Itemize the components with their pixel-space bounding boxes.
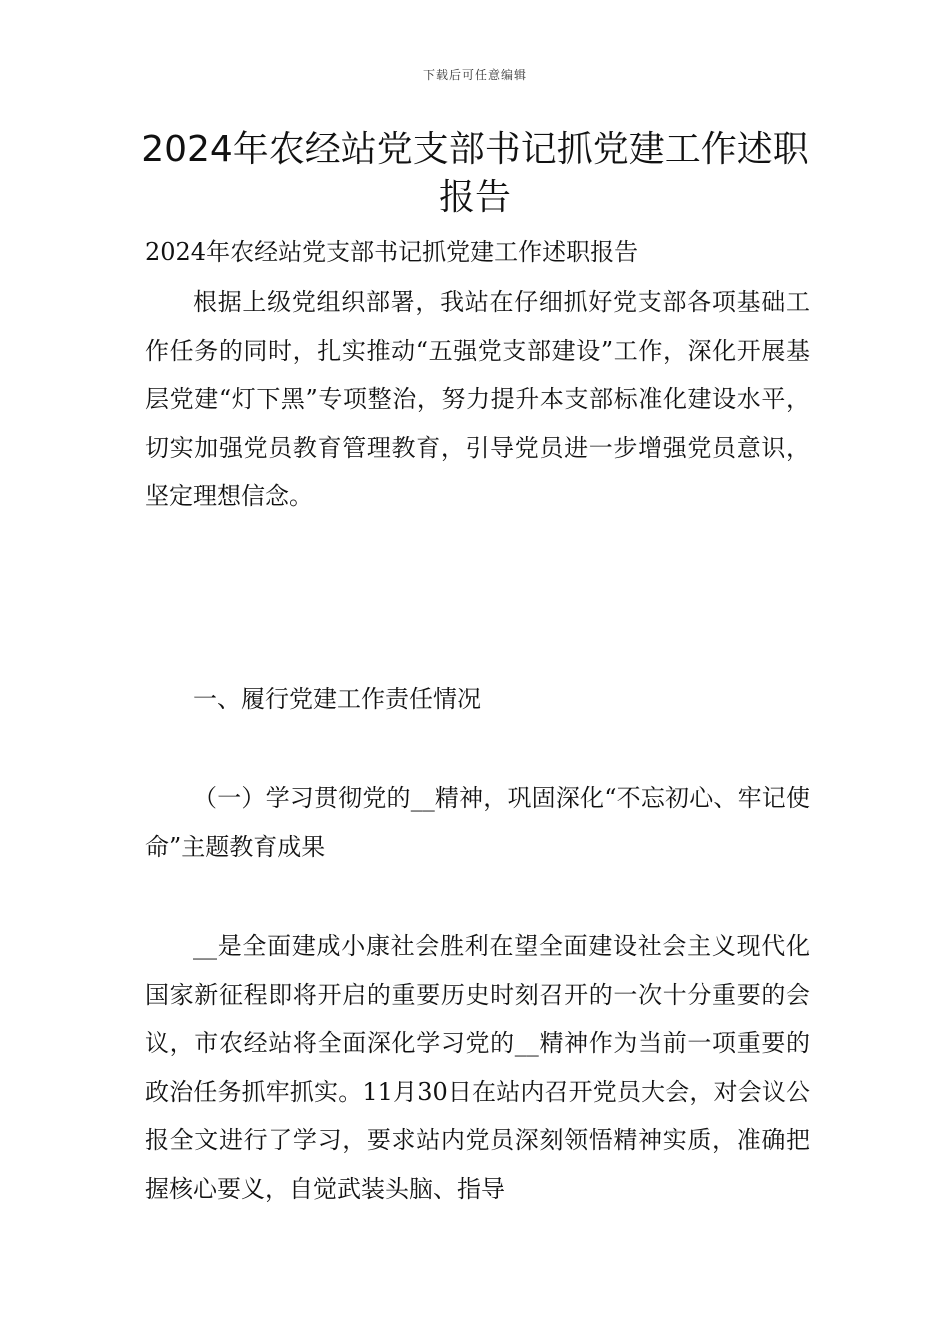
- document-title: [120, 126, 830, 222]
- body-paragraph-2: __是全面建成小康社会胜利在望全面建设社会主义现代化国家新征程即将开启的重要历史时刻召开的一次十分重要的会议，市农经站将全面深化学习党的__精神作为当前一项重要的政治任务抓牢抓实。11月30日在站内召开党员大会，对会议公报全文进行了学习，要求站内党员深刻领悟精神实质，准确把握核心要义，自觉武装头脑、指导: [145, 932, 810, 1203]
- section-heading-1: 一、履行党建工作责任情况: [193, 685, 481, 713]
- title-line-2: 报告: [438, 177, 511, 218]
- title-line-1: 2024年农经站党支部书记抓党建工作述职: [141, 129, 809, 170]
- intro-paragraph: 根据上级党组织部署，我站在仔细抓好党支部各项基础工作任务的同时，扎实推动“五强党支部建设”工作，深化开展基层党建“灯下黑”专项整治，努力提升本支部标准化建设水平，切实加强党员教育管理教育，引导党员进一步增强党员意识，坚定理想信念。: [145, 288, 810, 511]
- subsection-heading-1: （一）学习贯彻党的__精神，巩固深化“不忘初心、牢记使命”主题教育成果: [145, 784, 810, 861]
- header-note: 下载后可任意编辑: [422, 68, 527, 82]
- document-subtitle: 2024年农经站党支部书记抓党建工作述职报告: [145, 238, 639, 266]
